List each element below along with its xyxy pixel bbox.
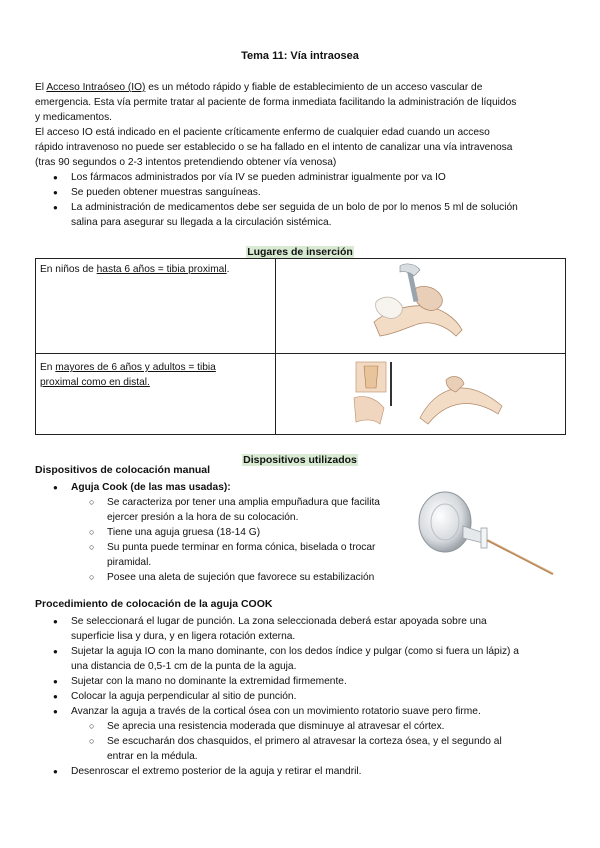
devices-heading: Dispositivos utilizados xyxy=(243,454,357,466)
cook-features xyxy=(107,495,407,585)
manual-devices-heading: Dispositivos de colocación manual xyxy=(35,464,211,476)
intro-text: rápido intravenoso no puede ser establecido o se ha fallado en el intento de canalizar una vía intravenosa xyxy=(35,142,513,153)
list-item-continuation: piramidal. xyxy=(107,557,152,568)
intro-paragraph-1 xyxy=(35,80,575,170)
list-item: ● Sujetar con la mano no dominante la extremidad firmemente. xyxy=(71,674,571,689)
procedure-substeps xyxy=(107,719,567,764)
intro-text: El acceso IO está indicado en el paciente críticamente enfermo de cualquier edad cuando un acceso xyxy=(35,127,490,138)
list-item-continuation: entrar en la médula. xyxy=(107,751,198,762)
procedure-steps xyxy=(71,614,571,719)
procedure-final-step xyxy=(71,764,571,779)
intro-bullets xyxy=(71,170,571,230)
intro-text: y medicamentos. xyxy=(35,112,113,123)
intro-text: (tras 90 segundos o 2-3 intentos pretendiendo obtener vía venosa) xyxy=(35,157,337,168)
adult-tibia-illustration xyxy=(350,358,510,430)
list-item: ○ Se caracteriza por tener una amplia empuñadura que facilita xyxy=(107,495,407,510)
insertion-heading: Lugares de inserción xyxy=(247,246,353,258)
list-item: ● Se seleccionará el lugar de punción. La zona seleccionada deberá estar apoyada sobre una xyxy=(71,614,571,629)
insertion-row-children: En niños de hasta 6 años = tibia proximal. xyxy=(40,264,230,275)
cook-bullet xyxy=(71,480,471,495)
list-item: ● Colocar la aguja perpendicular al sitio de punción. xyxy=(71,689,571,704)
procedure-heading: Procedimiento de colocación de la aguja COOK xyxy=(35,598,273,610)
child-tibia-illustration xyxy=(366,262,466,348)
intro-text: El xyxy=(35,82,47,93)
io-link: Acceso Intraóseo (IO) xyxy=(46,82,146,93)
cook-needle-illustration xyxy=(415,490,565,580)
list-item-continuation: superficie lisa y dura, y en ligera rotación externa. xyxy=(71,631,296,642)
insertion-row-adults: En mayores de 6 años y adultos = tibia proximal como en distal. xyxy=(40,362,216,388)
list-item: ○ Su punta puede terminar en forma cónica, biselada o trocar xyxy=(107,540,407,555)
list-item: ○ Posee una aleta de sujeción que favorece su estabilización xyxy=(107,570,407,585)
list-item: ○ Tiene una aguja gruesa (18-14 G) xyxy=(107,525,407,540)
list-item: ● Desenroscar el extremo posterior de la aguja y retirar el mandril. xyxy=(71,764,571,779)
list-item: ● Se pueden obtener muestras sanguíneas. xyxy=(71,185,571,200)
intro-text: es un método rápido y fiable de establecimiento de un acceso vascular de xyxy=(145,82,483,93)
list-item: ● Aguja Cook (de las mas usadas): xyxy=(71,480,471,495)
list-item-continuation: salina para asegurar su llegada a la circulación sistémica. xyxy=(71,217,332,228)
list-item: ● Los fármacos administrados por vía IV se pueden administrar igualmente por va IO xyxy=(71,170,571,185)
list-item: ● Avanzar la aguja a través de la cortical ósea con un movimiento rotatorio suave pero firme. xyxy=(71,704,571,719)
list-item: ○ Se escucharán dos chasquidos, el primero al atravesar la corteza ósea, y el segundo al xyxy=(107,734,567,749)
table-divider-horizontal xyxy=(35,353,566,354)
list-item-continuation: una distancia de 0,5-1 cm de la punta de la aguja. xyxy=(71,661,297,672)
list-item: ● Sujetar la aguja IO con la mano dominante, con los dedos índice y pulgar (como si fuera un lápiz) a xyxy=(71,644,571,659)
list-item: ○ Se aprecia una resistencia moderada que disminuye al atravesar el córtex. xyxy=(107,719,567,734)
intro-text: emergencia. Esta vía permite tratar al paciente de forma inmediata facilitando la administración de líquidos xyxy=(35,97,517,108)
page-title: Tema 11: Vía intraosea xyxy=(241,50,359,62)
list-item-continuation: ejercer presión a la hora de su colocación. xyxy=(107,512,299,523)
table-divider-vertical xyxy=(275,258,276,435)
list-item: ● La administración de medicamentos debe ser seguida de un bolo de por lo menos 5 ml de solución xyxy=(71,200,571,215)
